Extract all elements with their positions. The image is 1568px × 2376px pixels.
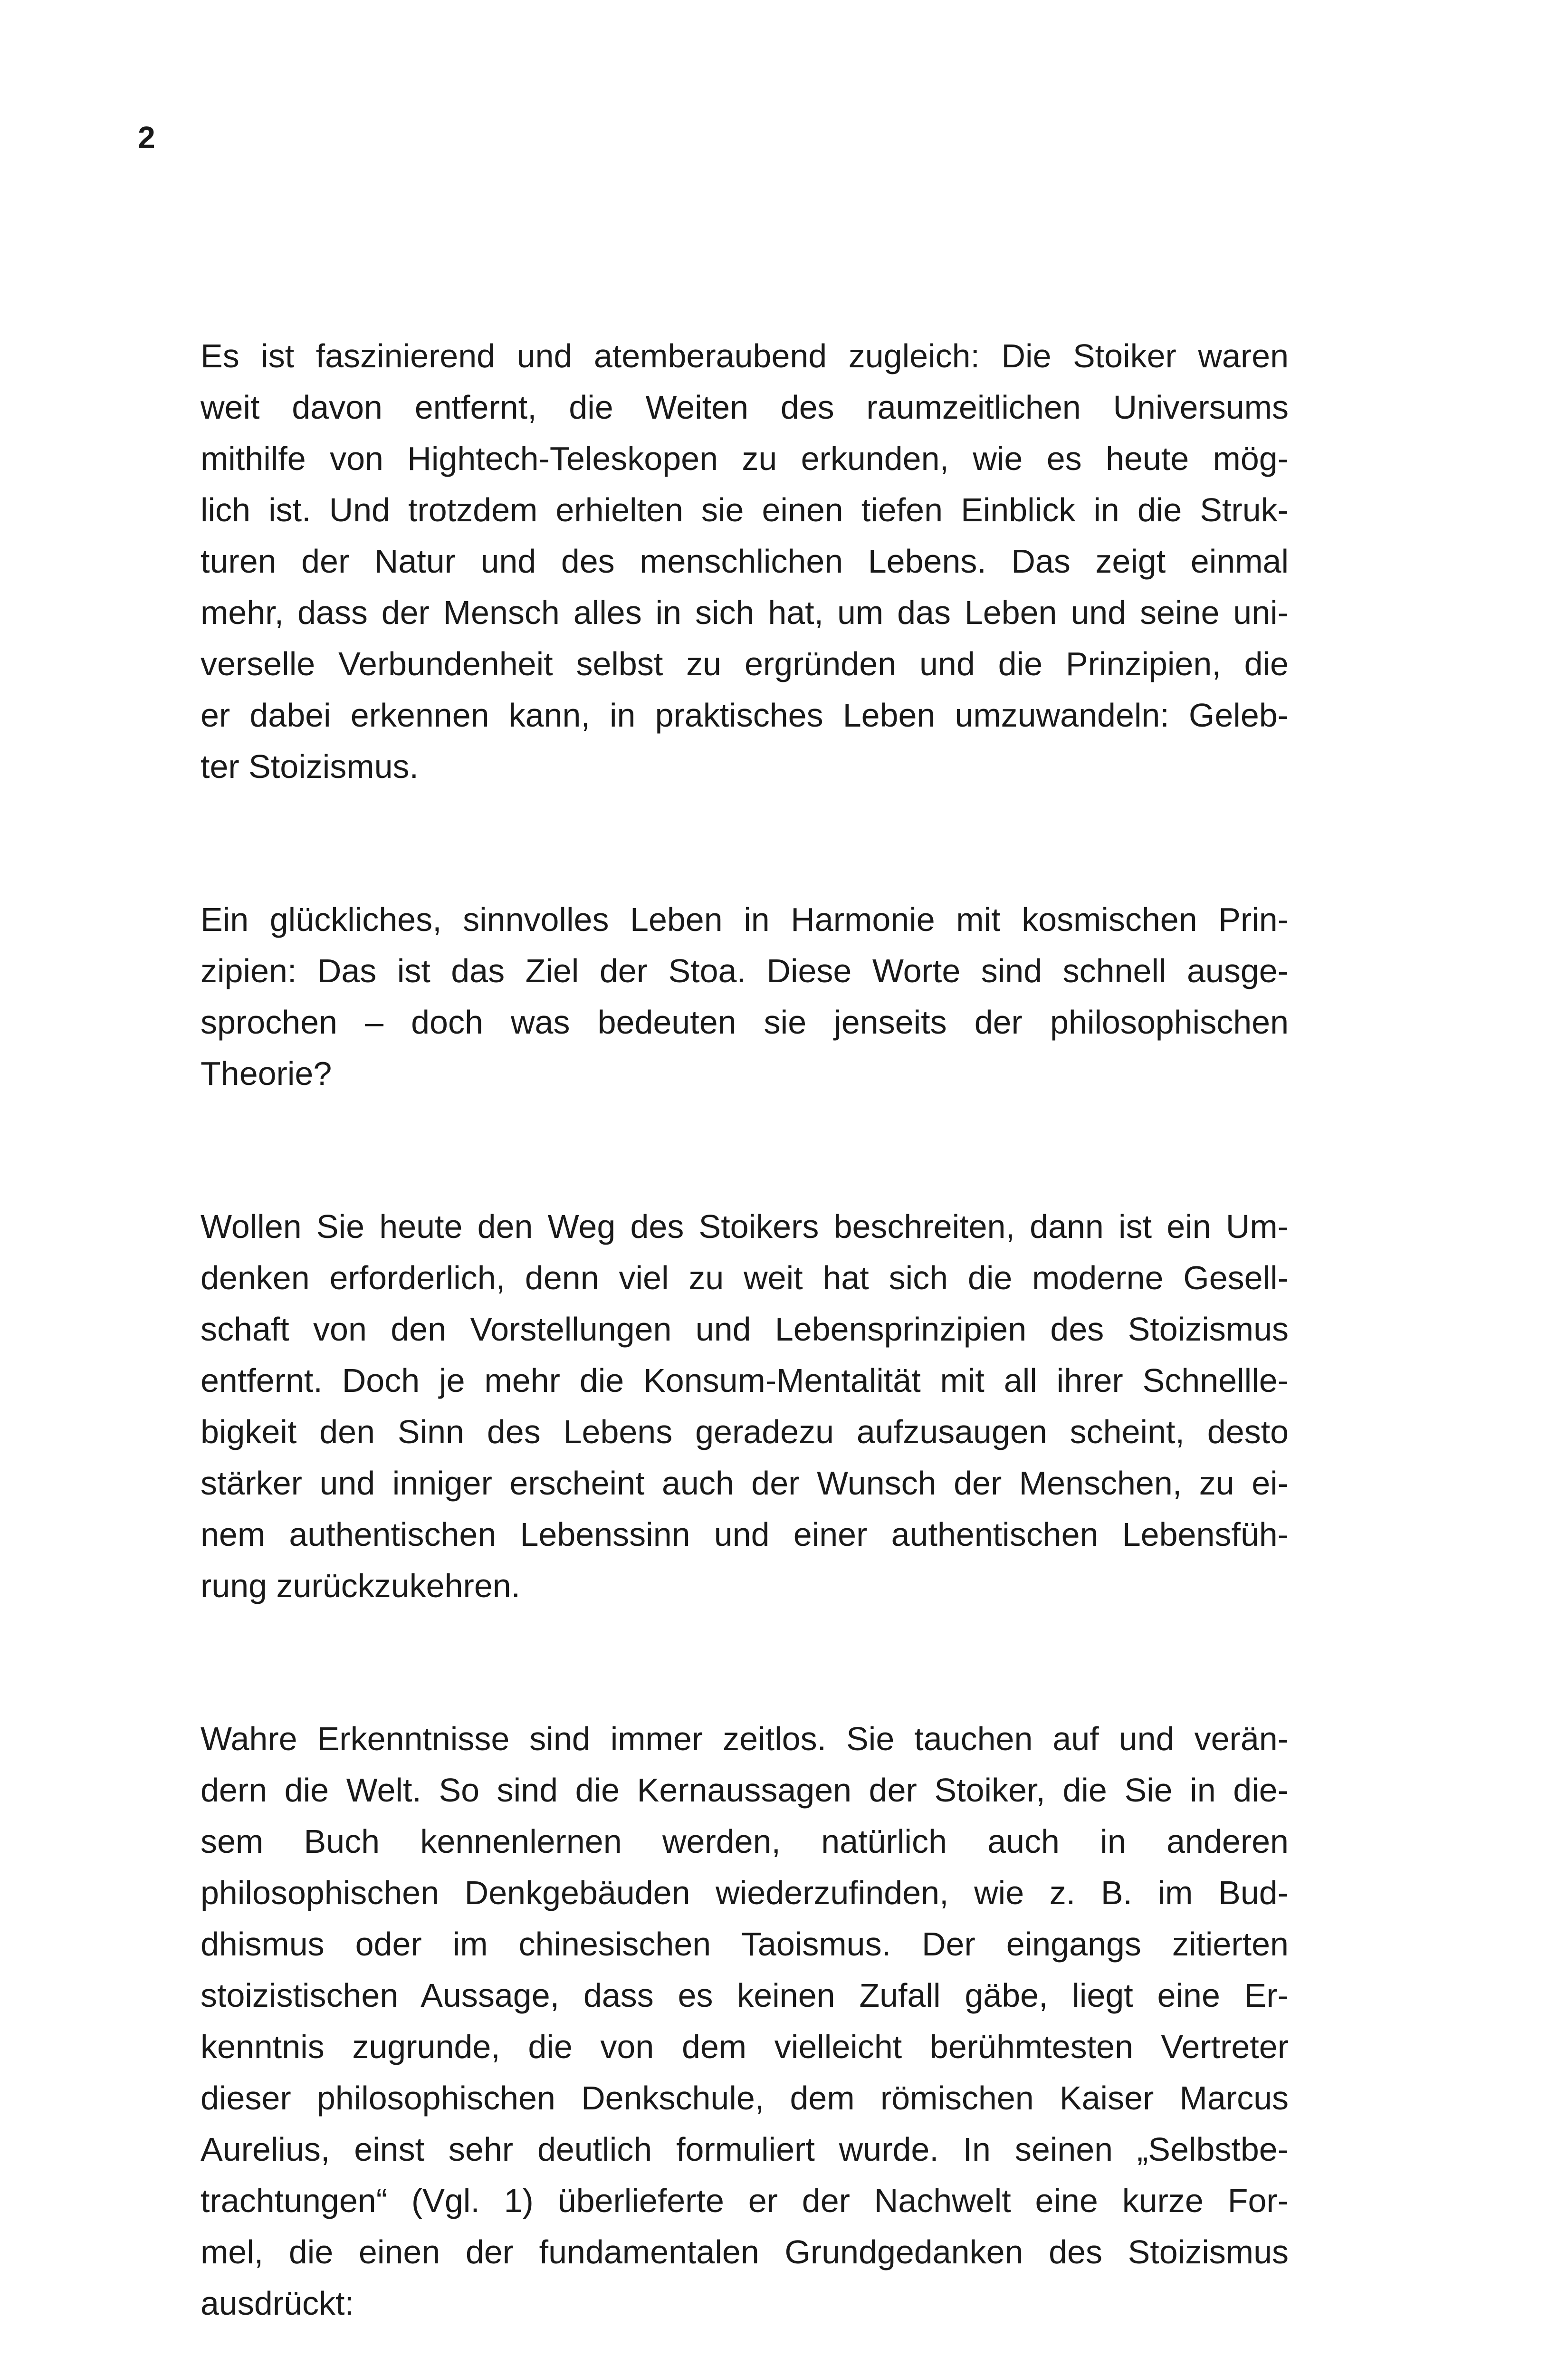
text-line: dhismus oder im chinesischen Taoismus. Der eingangs zitierten <box>201 1926 1289 1963</box>
text-line: er dabei erkennen kann, in praktisches Leben umzuwandeln: Geleb- <box>201 697 1289 734</box>
text-line: rung zurückzukehren. <box>201 1567 521 1604</box>
text-line: ausdrückt: <box>201 2285 354 2322</box>
text-line: stärker und inniger erscheint auch der Wunsch der Menschen, zu ei- <box>201 1465 1289 1502</box>
text-line: Aurelius, einst sehr deutlich formuliert wurde. In seinen „Selbstbe- <box>201 2131 1289 2168</box>
text-line: Es ist faszinierend und atemberaubend zugleich: Die Stoiker waren <box>201 337 1289 374</box>
text-line: Wahre Erkenntnisse sind immer zeitlos. Sie tauchen auf und verän- <box>201 1720 1289 1757</box>
text-line: dern die Welt. So sind die Kernaussagen der Stoiker, die Sie in die- <box>201 1772 1289 1809</box>
text-line: sem Buch kennenlernen werden, natürlich auch in anderen <box>201 1823 1289 1860</box>
text-line: philosophischen Denkgebäuden wiederzufinden, wie z. B. im Bud- <box>201 1874 1289 1911</box>
paragraph-3 <box>201 1201 1289 1611</box>
text-line: entfernt. Doch je mehr die Konsum-Mentalität mit all ihrer Schnellle- <box>201 1362 1289 1399</box>
text-line: weit davon entfernt, die Weiten des raumzeitlichen Universums <box>201 389 1289 426</box>
text-line: ter Stoizismus. <box>201 748 419 785</box>
text-line: verselle Verbundenheit selbst zu ergründen und die Prinzipien, die <box>201 645 1289 682</box>
text-line: schaft von den Vorstellungen und Lebensprinzipien des Stoizismus <box>201 1311 1289 1348</box>
text-line: lich ist. Und trotzdem erhielten sie einen tiefen Einblick in die Struk- <box>201 491 1289 528</box>
text-line: trachtungen“ (Vgl. 1) überlieferte er der Nachwelt eine kurze For- <box>201 2182 1289 2219</box>
text-line: mehr, dass der Mensch alles in sich hat, um das Leben und seine uni- <box>201 594 1289 631</box>
text-line: stoizistischen Aussage, dass es keinen Zufall gäbe, liegt eine Er- <box>201 1977 1289 2014</box>
text-line: nem authentischen Lebenssinn und einer authentischen Lebensfüh- <box>201 1516 1289 1553</box>
text-line: denken erforderlich, denn viel zu weit hat sich die moderne Gesell- <box>201 1259 1289 1296</box>
text-line: kenntnis zugrunde, die von dem vielleicht berühmtesten Vertreter <box>201 2028 1289 2065</box>
paragraph-2 <box>201 894 1289 1099</box>
text-line: sprochen – doch was bedeuten sie jenseits der philosophischen <box>201 1004 1289 1041</box>
text-line: Theorie? <box>201 1055 332 1092</box>
text-line: Ein glückliches, sinnvolles Leben in Harmonie mit kosmischen Prin- <box>201 901 1289 938</box>
page-number: 2 <box>138 120 155 155</box>
text-line: zipien: Das ist das Ziel der Stoa. Diese Worte sind schnell ausge- <box>201 952 1289 989</box>
text-line: Wollen Sie heute den Weg des Stoikers beschreiten, dann ist ein Um- <box>201 1208 1289 1245</box>
text-line: mel, die einen der fundamentalen Grundgedanken des Stoizismus <box>201 2233 1289 2271</box>
text-line: mithilfe von Hightech-Teleskopen zu erkunden, wie es heute mög- <box>201 440 1289 477</box>
text-line: dieser philosophischen Denkschule, dem römischen Kaiser Marcus <box>201 2079 1289 2117</box>
text-line: bigkeit den Sinn des Lebens geradezu aufzusaugen scheint, desto <box>201 1413 1289 1450</box>
body-text <box>201 330 1289 2376</box>
text-line: turen der Natur und des menschlichen Lebens. Das zeigt einmal <box>201 543 1289 580</box>
paragraph-1 <box>201 330 1289 792</box>
paragraph-4 <box>201 1713 1289 2329</box>
